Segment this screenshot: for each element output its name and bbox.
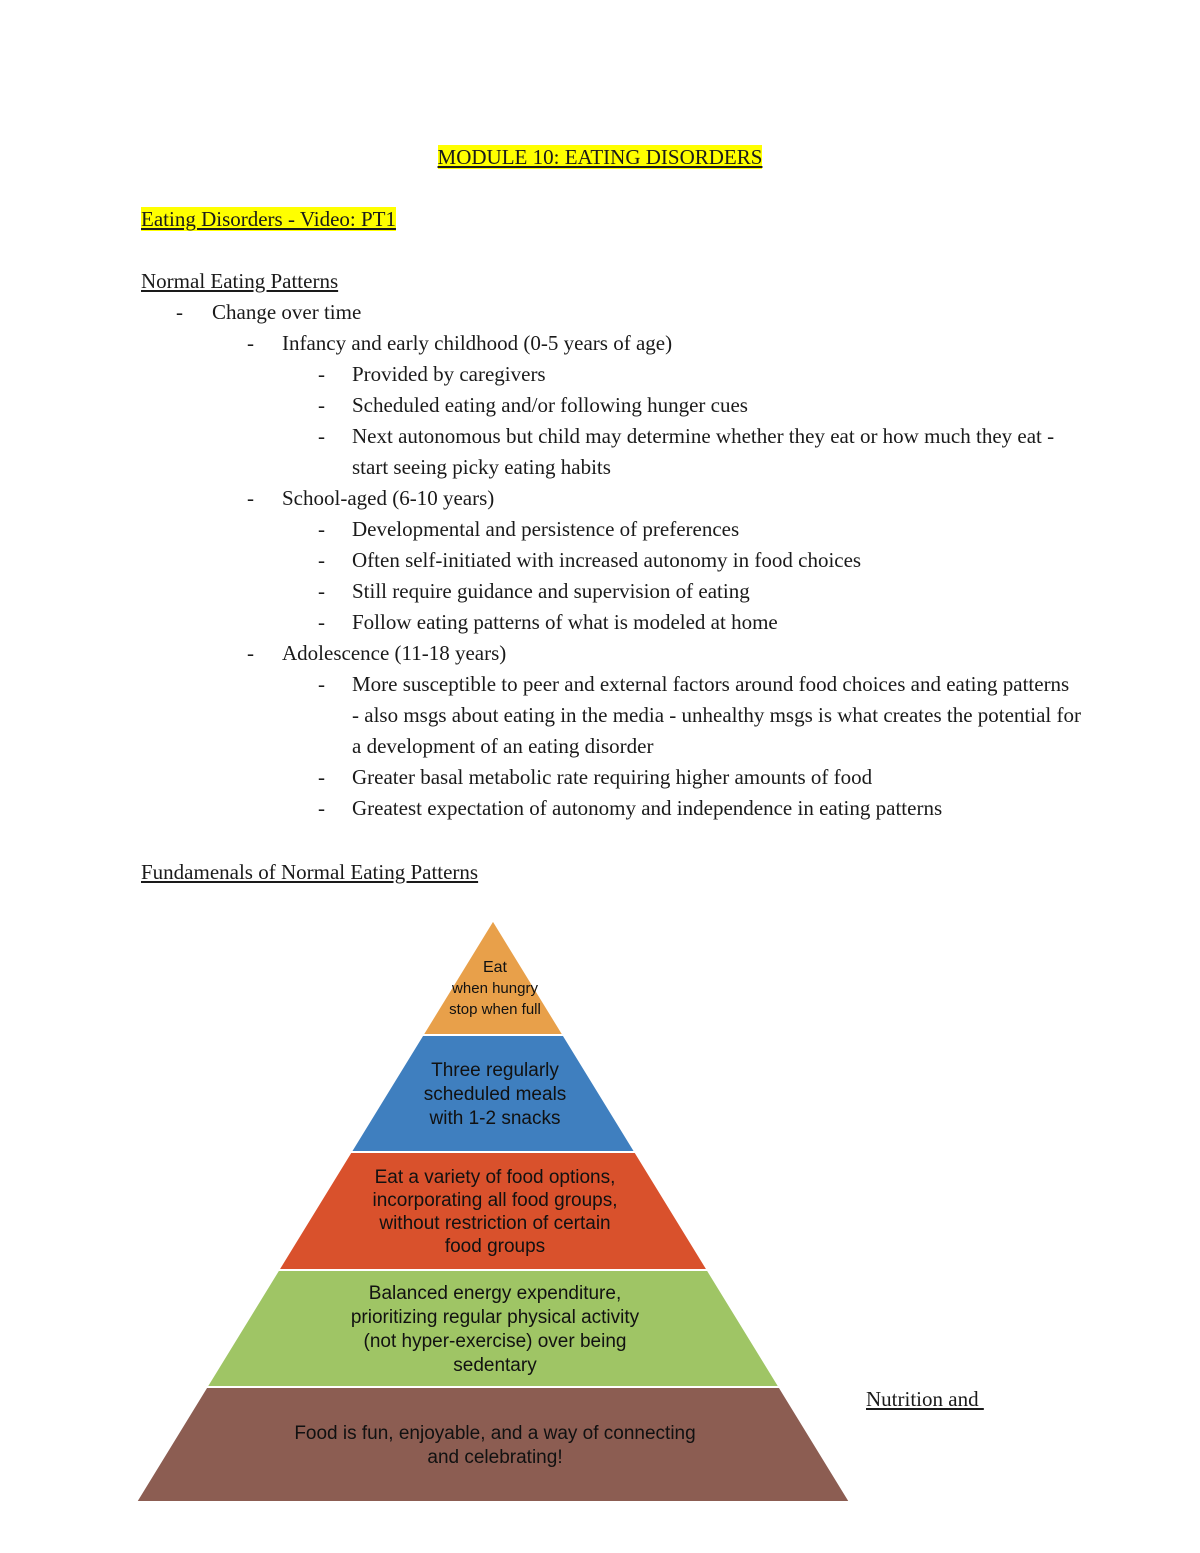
pyramid-tier-3-label: without restriction of certain bbox=[379, 1213, 611, 1235]
bullet-dash: - bbox=[247, 641, 254, 665]
outline-item-text: More susceptible to peer and external factors around food choices and eating patterns - also msgs about eating in the media - unhealthy msgs is what creates the potential for a development of an eating disorder bbox=[352, 672, 1081, 758]
pyramid-tier-5-label: and celebrating! bbox=[427, 1447, 563, 1469]
bullet-dash: - bbox=[318, 796, 325, 820]
pyramid-tier-4-label: Balanced energy expenditure, bbox=[368, 1283, 622, 1305]
bullet-dash: - bbox=[318, 672, 325, 696]
section-heading-fundamentals: Fundamenals of Normal Eating Patterns bbox=[141, 860, 479, 884]
outline-item-text: Greater basal metabolic rate requiring higher amounts of food bbox=[352, 765, 873, 789]
pyramid-tier-4-label: sedentary bbox=[453, 1355, 537, 1377]
outline-item-text: Still require guidance and supervision of eating bbox=[352, 579, 750, 603]
section-heading-nutrition: Nutrition and bbox=[866, 1387, 984, 1411]
outline-item-text: Developmental and persistence of preferences bbox=[352, 517, 740, 541]
section-heading-normal-eating: Normal Eating Patterns bbox=[141, 269, 339, 293]
bullet-dash: - bbox=[318, 765, 325, 789]
pyramid-tier-4-label: prioritizing regular physical activity bbox=[350, 1307, 640, 1329]
pyramid-tier-4-label: (not hyper-exercise) over being bbox=[363, 1331, 627, 1353]
pyramid-tier-3-label: incorporating all food groups, bbox=[372, 1190, 618, 1212]
bullet-dash: - bbox=[247, 331, 254, 355]
outline-item-text: School-aged (6-10 years) bbox=[282, 486, 495, 510]
pyramid-tier-1-label: Eat bbox=[482, 959, 508, 977]
outline-item-text: Infancy and early childhood (0-5 years of age) bbox=[282, 331, 673, 355]
video-heading-text: Eating Disorders - Video: PT1 bbox=[141, 207, 396, 231]
bullet-dash: - bbox=[318, 393, 325, 417]
outline-item-text: Greatest expectation of autonomy and independence in eating patterns bbox=[352, 796, 943, 820]
bullet-dash: - bbox=[318, 548, 325, 572]
outline-item-text: Change over time bbox=[212, 300, 362, 324]
document-title-text: MODULE 10: EATING DISORDERS bbox=[437, 145, 763, 169]
bullet-dash: - bbox=[247, 486, 254, 510]
pyramid-tier-1-label: stop when full bbox=[449, 1001, 541, 1019]
pyramid-tier-3-label: Eat a variety of food options, bbox=[374, 1167, 616, 1189]
outline-item-text: Scheduled eating and/or following hunger cues bbox=[352, 393, 748, 417]
bullet-dash: - bbox=[318, 517, 325, 541]
pyramid-tier-2-label: Three regularly bbox=[431, 1060, 559, 1082]
outline-item-text: Provided by caregivers bbox=[352, 362, 546, 386]
bullet-dash: - bbox=[318, 610, 325, 634]
bullet-dash: - bbox=[318, 362, 325, 386]
outline-item-text: Often self-initiated with increased autonomy in food choices bbox=[352, 548, 862, 572]
pyramid-tier-1-label: when hungry bbox=[452, 980, 538, 998]
pyramid-tier-3-label: food groups bbox=[444, 1236, 546, 1258]
bullet-dash: - bbox=[318, 424, 325, 448]
pyramid-tier-5-label: Food is fun, enjoyable, and a way of connecting bbox=[294, 1423, 696, 1445]
bullet-dash: - bbox=[318, 579, 325, 603]
outline-item-text: Follow eating patterns of what is modeled at home bbox=[352, 610, 778, 634]
pyramid-tier-5 bbox=[136, 1387, 850, 1502]
pyramid-tier-2-label: with 1-2 snacks bbox=[429, 1108, 561, 1130]
outline-item-text: Next autonomous but child may determine whether they eat or how much they eat - start seeing picky eating habits bbox=[352, 424, 1055, 479]
outline-item-text: Adolescence (11-18 years) bbox=[282, 641, 507, 665]
pyramid-tier-2-label: scheduled meals bbox=[423, 1084, 567, 1106]
bullet-dash: - bbox=[176, 300, 183, 324]
